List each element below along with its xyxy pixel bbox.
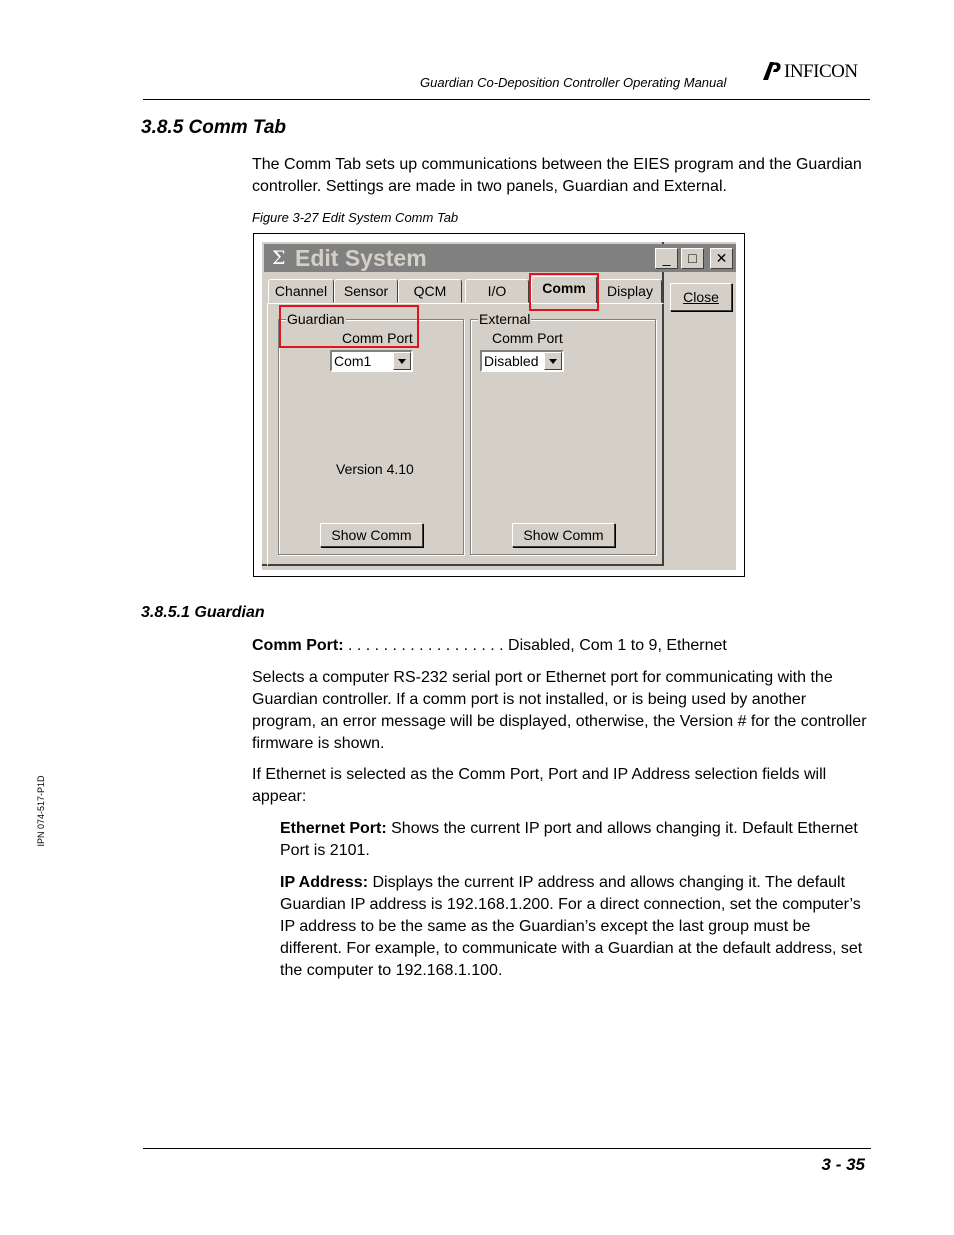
external-comm-port-label: Comm Port <box>492 330 563 346</box>
title-bar <box>264 244 736 272</box>
ip-address-text: Displays the current IP address and allows changing it. The default Guardian IP address is 192.168.1.200. For a direct connection, set the computer’s IP address to be the same as the Guardian’s except the last group must be different. For example, to communicate with a Guardian at the default address, set the computer to 192.168.1.100. <box>280 874 863 979</box>
comm-port-values: Disabled, Com 1 to 9, Ethernet <box>508 637 727 654</box>
ip-address-term: IP Address: <box>280 874 369 891</box>
close-button[interactable]: Close <box>670 283 732 311</box>
section-title: 3.8.5 Comm Tab <box>141 117 287 138</box>
edit-system-window <box>262 242 736 570</box>
inficon-logo-icon <box>760 60 782 82</box>
chevron-down-icon[interactable] <box>544 352 562 370</box>
ethernet-port-paragraph <box>280 818 872 862</box>
minimize-button[interactable]: _ <box>655 248 678 269</box>
tab-display[interactable]: Display <box>598 279 662 303</box>
guardian-comm-port-select[interactable] <box>330 350 413 372</box>
subsection-title: 3.8.5.1 Guardian <box>141 604 265 621</box>
comm-port-leader-dots: . . . . . . . . . . . . . . . . . . <box>343 637 509 654</box>
chevron-down-icon[interactable] <box>393 352 411 370</box>
tab-qcm[interactable]: QCM <box>398 279 462 303</box>
guardian-comm-port-label: Comm Port <box>342 330 413 346</box>
external-show-comm-button[interactable]: Show Comm <box>512 523 615 547</box>
comm-port-term: Comm Port: <box>252 637 344 654</box>
ethernet-port-text: Shows the current IP port and allows changing it. Default Ethernet Port is 2101. <box>280 820 858 859</box>
guardian-comm-port-value: Com1 <box>334 353 372 369</box>
tab-io[interactable]: I/O <box>465 279 529 303</box>
running-header: Guardian Co-Deposition Controller Operating Manual <box>420 75 727 90</box>
window-title: Edit System <box>295 245 427 271</box>
logo-wordmark: INFICON <box>784 61 858 82</box>
comm-port-spec <box>252 635 872 657</box>
guardian-version: Version 4.10 <box>336 461 414 477</box>
paragraph-ethernet: If Ethernet is selected as the Comm Port, Port and IP Address selection fields will appear: <box>252 766 827 805</box>
tab-sensor[interactable]: Sensor <box>334 279 398 303</box>
side-note: IPN 074-517-P1D <box>36 775 46 847</box>
guardian-group-label: Guardian <box>287 311 345 327</box>
figure-caption: Figure 3-27 Edit System Comm Tab <box>252 210 459 225</box>
tab-comm[interactable]: Comm <box>531 276 597 304</box>
inficon-logo <box>760 60 872 84</box>
sigma-icon: Σ <box>272 247 286 269</box>
external-comm-port-select[interactable] <box>480 350 564 372</box>
header-rule <box>143 99 870 100</box>
intro-paragraph: The Comm Tab sets up communications between the EIES program and the Guardian controller. Settings are made in two panels, Guardian and External. <box>252 156 862 195</box>
external-comm-port-value: Disabled <box>484 353 539 369</box>
page-number: 3 - 35 <box>821 1155 865 1174</box>
close-window-button[interactable]: ✕ <box>710 248 733 269</box>
tab-channel[interactable]: Channel <box>268 279 334 303</box>
ip-address-paragraph <box>280 872 872 982</box>
maximize-button[interactable]: □ <box>681 248 704 269</box>
external-group-label: External <box>479 311 531 327</box>
comm-tab-highlight <box>529 273 599 311</box>
guardian-comm-port-highlight <box>279 305 419 348</box>
footer-rule <box>143 1148 871 1149</box>
paragraph-comm-port: Selects a computer RS-232 serial port or Ethernet port for communicating with the Guardian controller. If a comm port is not installed, or is being used by another program, an error message will be displayed, otherwise, the Version # for the controller firmware is shown. <box>252 669 867 752</box>
ethernet-port-term: Ethernet Port: <box>280 820 387 837</box>
guardian-show-comm-button[interactable]: Show Comm <box>320 523 423 547</box>
